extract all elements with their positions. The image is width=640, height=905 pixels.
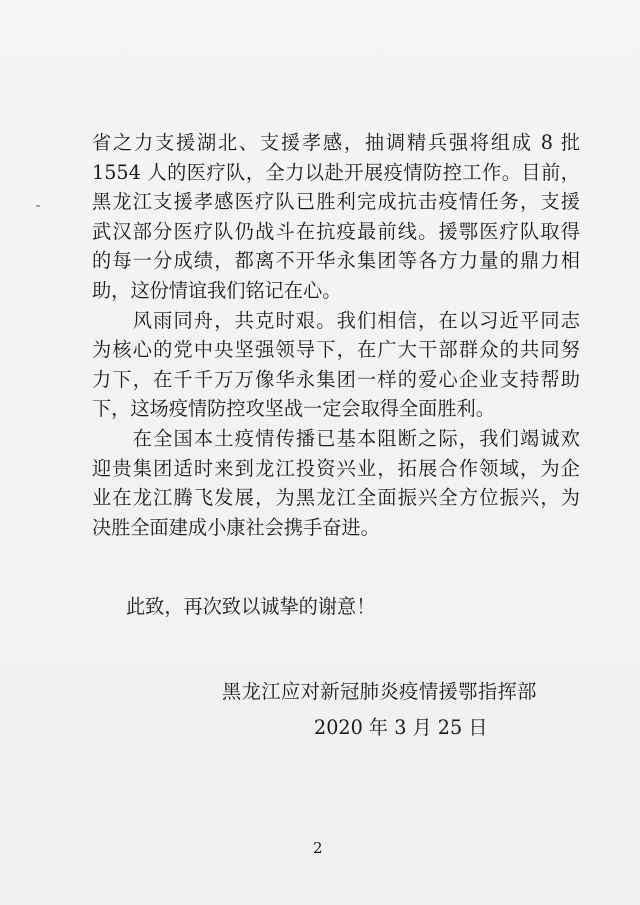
text-line: 迎贵集团适时来到龙江投资兴业，拓展合作领域，为企 [92,456,580,480]
text-line: 下，这场疫情防控攻坚战一定会取得全面胜利。 [92,397,495,421]
scan-speck [36,205,40,207]
text-line: 风雨同舟，共克时艰。我们相信，在以习近平同志 [92,308,580,332]
text-line: 为核心的党中央坚强领导下，在广大干部群众的共同努 [92,338,580,362]
text-line: 省之力支援湖北、支援孝感，抽调精兵强将组成 8 批 [92,131,580,154]
paragraph-1 [92,128,580,306]
text-line: 业在龙江腾飞发展，为黑龙江全面振兴全方位振兴，为 [92,486,580,510]
paragraph-3 [92,424,580,542]
text-line: 武汉部分医疗队仍战斗在抗疫最前线。援鄂医疗队取得 [92,219,580,243]
paragraph-2 [92,306,580,424]
text-line: 黑龙江支援孝感医疗队已胜利完成抗击疫情任务，支援 [92,190,580,214]
page-number: 2 [313,839,323,857]
signature: 黑龙江应对新冠肺炎疫情援鄂指挥部 [222,680,537,703]
text-line: 的每一分成绩，都离不开华永集团等各方力量的鼎力相 [92,249,580,273]
letter-date: 2020 年 3 月 25 日 [314,716,488,739]
closing-line: 此致，再次致以诚挚的谢意！ [126,595,376,618]
text-line: 力下，在千千万万像华永集团一样的爱心企业支持帮助 [92,367,580,391]
letter-body [92,128,580,542]
text-line: 在全国本土疫情传播已基本阻断之际，我们竭诚欢 [92,426,580,450]
text-line: 助，这份情谊我们铭记在心。 [92,278,342,302]
text-line: 决胜全面建成小康社会携手奋进。 [92,515,380,539]
text-line: 1554 人的医疗队，全力以赴开展疫情防控工作。目前， [92,160,580,184]
